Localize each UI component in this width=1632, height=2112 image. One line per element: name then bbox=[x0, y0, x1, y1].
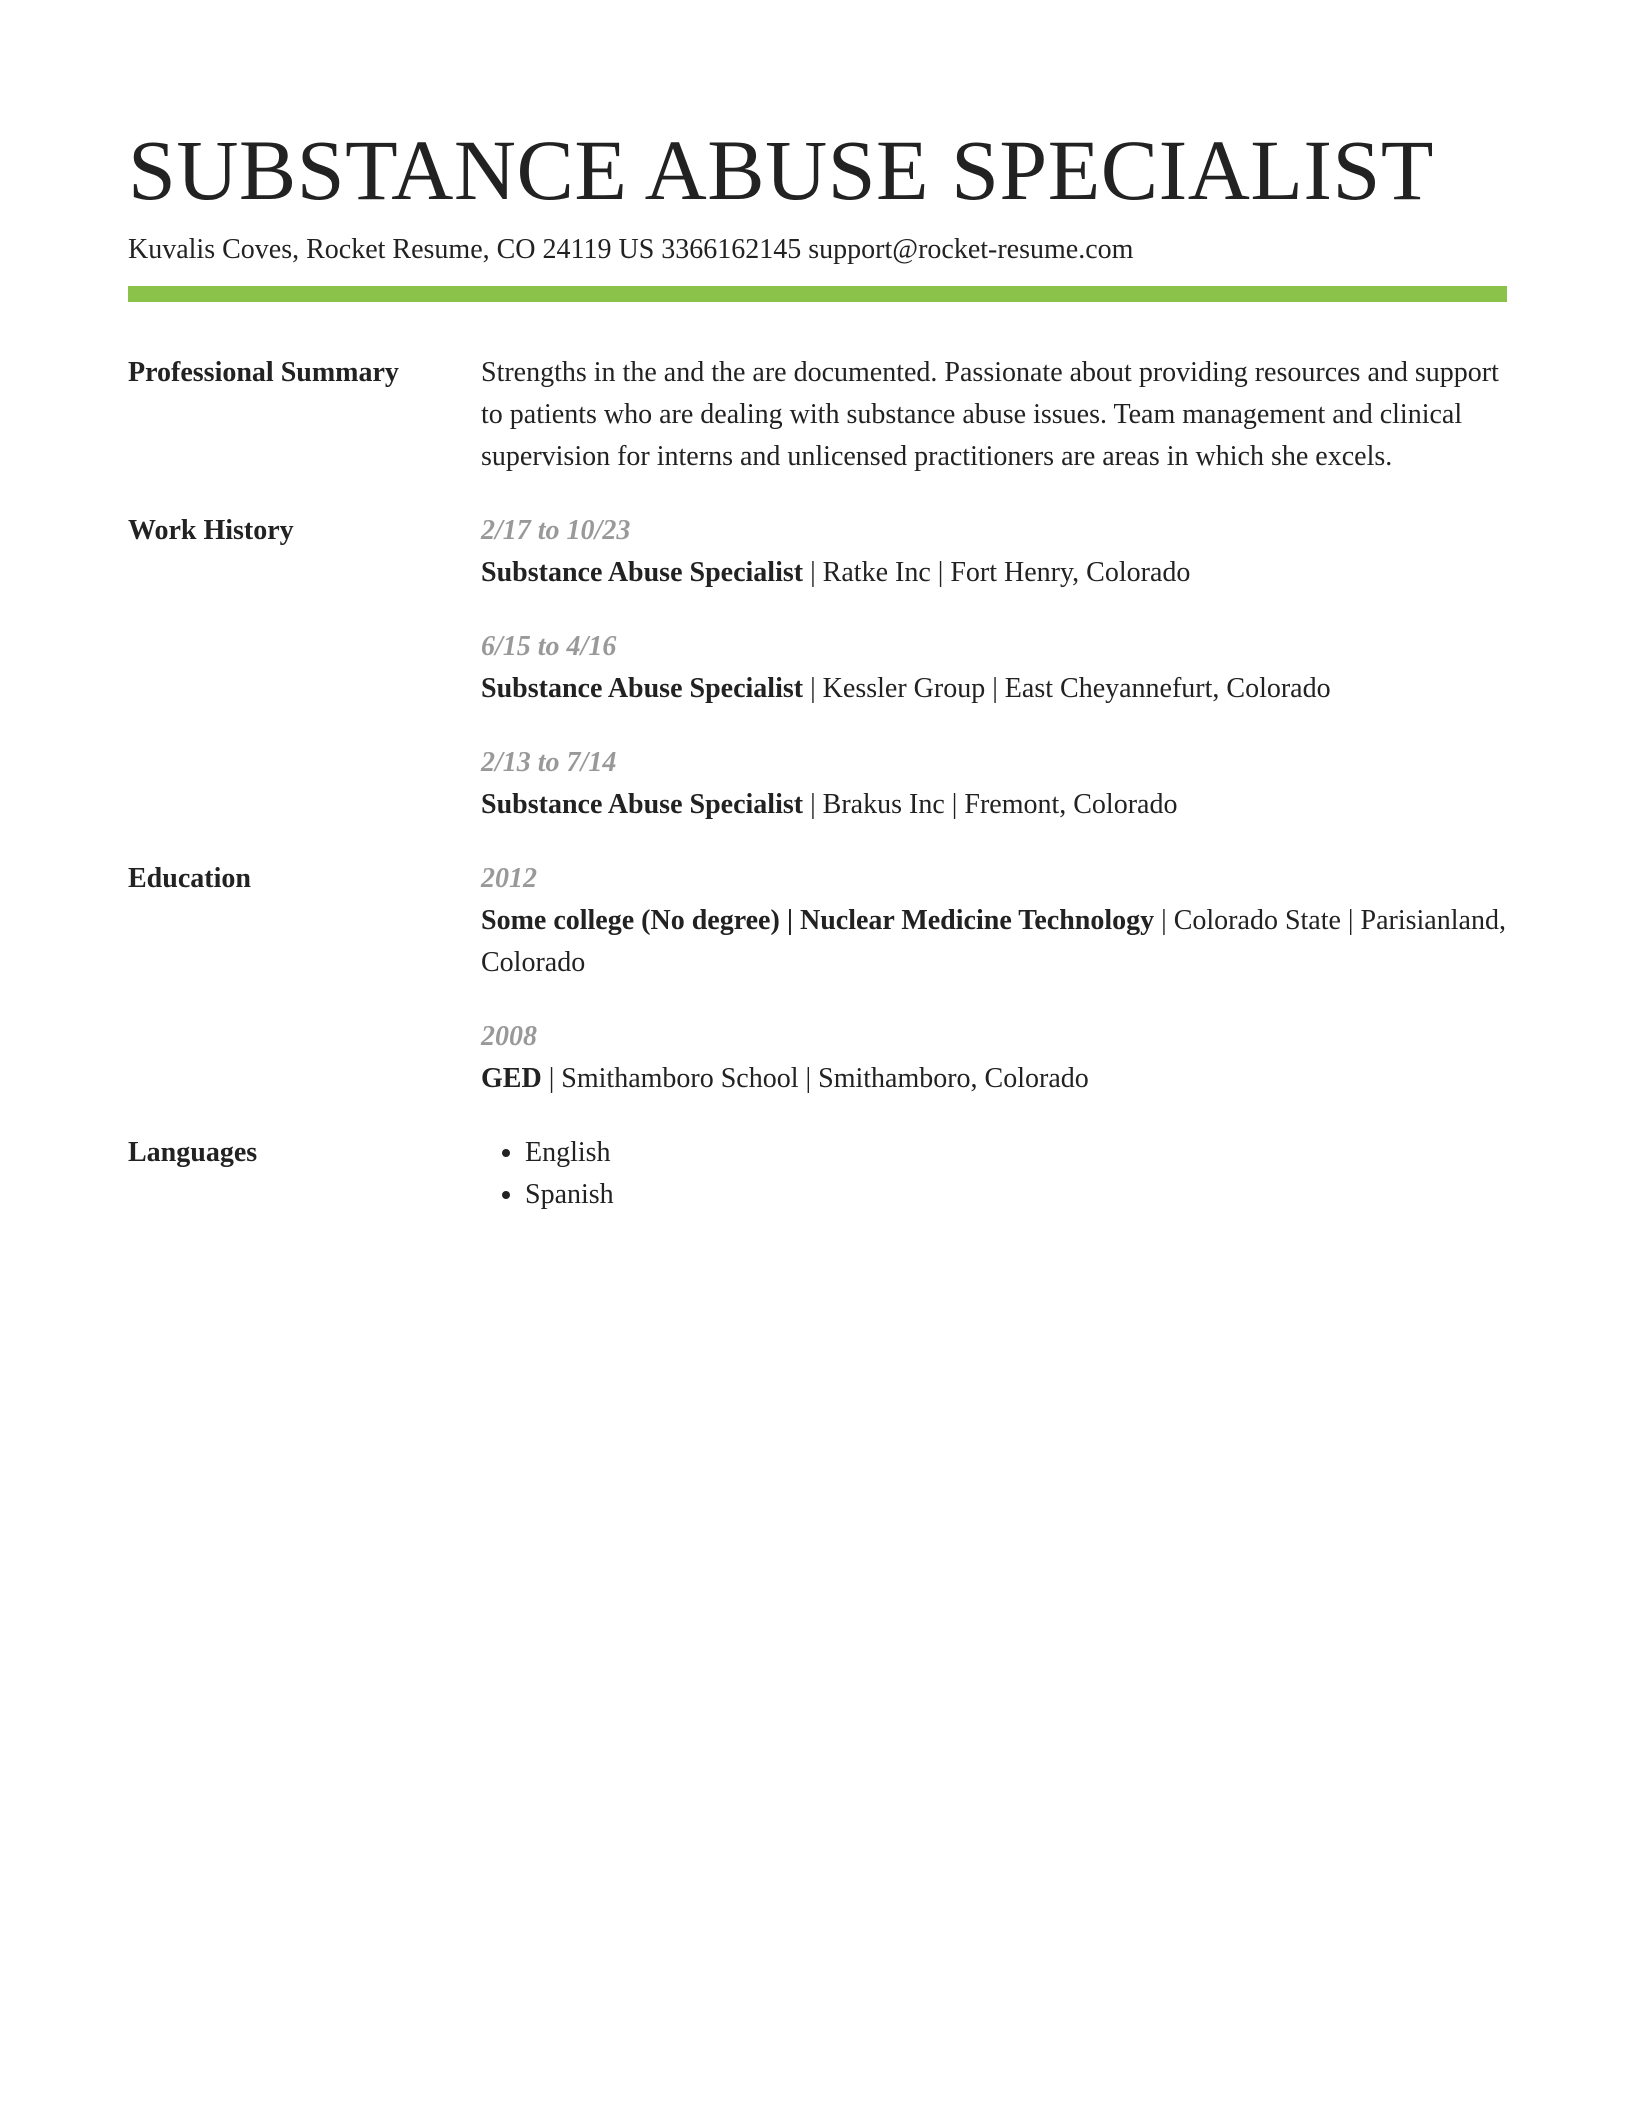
entry-details: | Smithamboro School | Smithamboro, Colorado bbox=[541, 1063, 1089, 1094]
resume-page bbox=[128, 0, 1507, 1216]
entry-title: Substance Abuse Specialist bbox=[481, 789, 804, 820]
resume-title: SUBSTANCE ABUSE SPECIALIST bbox=[128, 122, 1434, 218]
section-label: Education bbox=[128, 863, 251, 894]
section-languages bbox=[128, 1132, 1507, 1216]
contact-email: support@rocket-resume.com bbox=[808, 234, 1134, 265]
section-label: Professional Summary bbox=[128, 357, 399, 388]
contact-line bbox=[128, 230, 1507, 270]
education-entry bbox=[481, 1016, 1507, 1100]
contact-phone: 3366162145 bbox=[661, 234, 802, 265]
section-body bbox=[481, 510, 1507, 826]
entry-title: Substance Abuse Specialist bbox=[481, 673, 804, 704]
entry-title-line bbox=[481, 668, 1507, 710]
section-education bbox=[128, 858, 1507, 1100]
section-work-history bbox=[128, 510, 1507, 826]
entry-date: 2012 bbox=[481, 863, 537, 894]
entry-date: 2008 bbox=[481, 1021, 537, 1052]
section-professional-summary bbox=[128, 352, 1507, 478]
languages-list bbox=[481, 1132, 1507, 1216]
entry-details: | Ratke Inc | Fort Henry, Colorado bbox=[803, 557, 1191, 588]
work-entry bbox=[481, 742, 1507, 826]
section-label: Languages bbox=[128, 1137, 258, 1168]
section-label: Work History bbox=[128, 515, 294, 546]
entry-title-line bbox=[481, 552, 1507, 594]
section-body bbox=[481, 352, 1507, 478]
language-item: • Spanish bbox=[525, 1174, 1507, 1216]
entry-details: | Kessler Group | East Cheyannefurt, Colorado bbox=[803, 673, 1331, 704]
entry-title: Substance Abuse Specialist bbox=[481, 557, 804, 588]
entry-date: 2/13 to 7/14 bbox=[481, 747, 617, 778]
contact-address: Kuvalis Coves, Rocket Resume, CO 24119 US bbox=[128, 234, 655, 265]
accent-divider bbox=[128, 286, 1507, 302]
entry-date: 6/15 to 4/16 bbox=[481, 631, 617, 662]
entry-title-line bbox=[481, 900, 1507, 984]
entry-title: GED bbox=[481, 1063, 542, 1094]
work-entry bbox=[481, 626, 1507, 710]
language-item: • English bbox=[525, 1132, 1507, 1174]
entry-title-line bbox=[481, 1058, 1507, 1100]
entry-date: 2/17 to 10/23 bbox=[481, 515, 631, 546]
entry-details: | Brakus Inc | Fremont, Colorado bbox=[803, 789, 1178, 820]
section-body bbox=[481, 858, 1507, 1100]
education-entry bbox=[481, 858, 1507, 984]
entry-title-line bbox=[481, 784, 1507, 826]
summary-text: Strengths in the and the are documented. Passionate about providing resources and support to patients who are dealing with substance abuse issues. Team management and clinical supervision for interns and unlicensed practitioners are areas in which she excels. bbox=[481, 357, 1499, 472]
work-entry bbox=[481, 510, 1507, 594]
entry-title: Some college (No degree) | Nuclear Medicine Technology bbox=[481, 905, 1155, 936]
entry-details: | Colorado State | Parisianland, Colorado bbox=[481, 905, 1506, 978]
section-body bbox=[481, 1132, 1507, 1216]
